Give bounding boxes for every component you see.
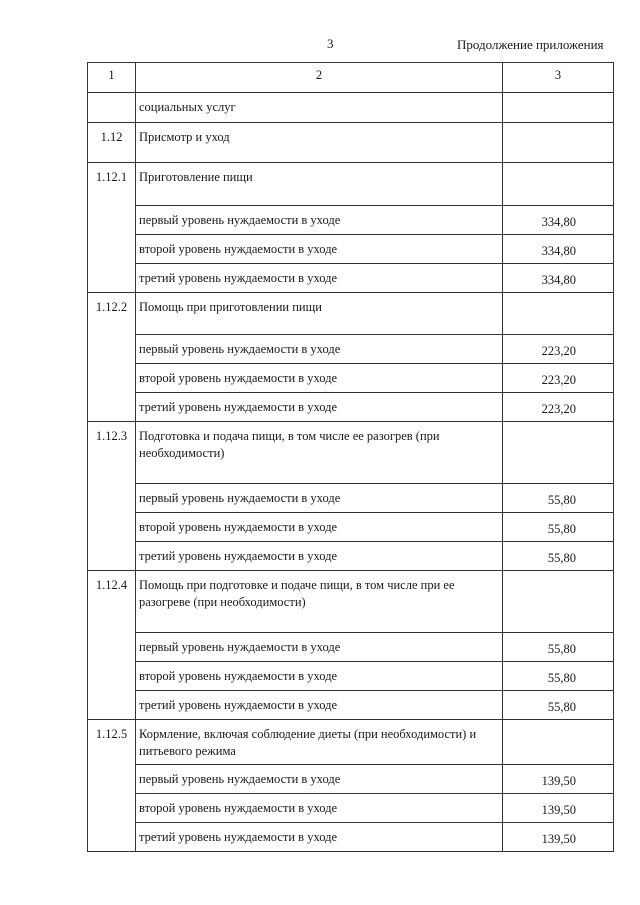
service-name: третий уровень нуждаемости в уходе — [136, 264, 503, 293]
table-row — [88, 720, 614, 765]
table-row — [88, 163, 614, 206]
table-row — [88, 765, 614, 794]
row-number: 1.12.5 — [88, 720, 136, 852]
service-price: 334,80 — [503, 206, 614, 235]
table-row — [88, 264, 614, 293]
service-price — [503, 571, 614, 633]
table-row — [88, 513, 614, 542]
column-header-1: 1 — [88, 63, 136, 93]
service-price: 55,80 — [503, 484, 614, 513]
table-row — [88, 206, 614, 235]
service-name: третий уровень нуждаемости в уходе — [136, 393, 503, 422]
service-name: первый уровень нуждаемости в уходе — [136, 765, 503, 794]
services-table — [87, 62, 614, 852]
service-name: Подготовка и подача пищи, в том числе ее разогрев (при необходимости) — [136, 422, 503, 484]
table-row — [88, 235, 614, 264]
table-body — [88, 63, 614, 852]
service-name: второй уровень нуждаемости в уходе — [136, 794, 503, 823]
service-name: Кормление, включая соблюдение диеты (при необходимости) и питьевого режима — [136, 720, 503, 765]
table-row — [88, 123, 614, 163]
service-name: третий уровень нуждаемости в уходе — [136, 823, 503, 852]
service-name: второй уровень нуждаемости в уходе — [136, 235, 503, 264]
service-price: 223,20 — [503, 364, 614, 393]
service-price — [503, 93, 614, 123]
service-price — [503, 163, 614, 206]
row-number: 1.12.1 — [88, 163, 136, 293]
row-number: 1.12.3 — [88, 422, 136, 571]
service-name: Помощь при подготовке и подаче пищи, в том числе при ее разогреве (при необходимости) — [136, 571, 503, 633]
row-number: 1.12 — [88, 123, 136, 163]
table-row — [88, 422, 614, 484]
page-number: 3 — [327, 36, 334, 51]
table-row — [88, 93, 614, 123]
table-header-row — [88, 63, 614, 93]
service-name: Помощь при приготовлении пищи — [136, 293, 503, 335]
table-row — [88, 364, 614, 393]
table-row — [88, 335, 614, 364]
row-number: 1.12.4 — [88, 571, 136, 720]
service-price: 334,80 — [503, 264, 614, 293]
service-price — [503, 422, 614, 484]
service-price: 139,50 — [503, 823, 614, 852]
service-name: первый уровень нуждаемости в уходе — [136, 633, 503, 662]
row-number — [88, 93, 136, 123]
service-name: первый уровень нуждаемости в уходе — [136, 484, 503, 513]
service-price: 139,50 — [503, 794, 614, 823]
table-row — [88, 542, 614, 571]
service-name: Присмотр и уход — [136, 123, 503, 163]
service-price — [503, 720, 614, 765]
service-price: 55,80 — [503, 691, 614, 720]
service-name: первый уровень нуждаемости в уходе — [136, 206, 503, 235]
service-name: второй уровень нуждаемости в уходе — [136, 513, 503, 542]
service-price: 55,80 — [503, 542, 614, 571]
table-row — [88, 293, 614, 335]
column-header-2: 2 — [136, 63, 503, 93]
table-row — [88, 393, 614, 422]
column-header-3: 3 — [503, 63, 614, 93]
table-row — [88, 633, 614, 662]
service-name: социальных услуг — [136, 93, 503, 123]
service-name: второй уровень нуждаемости в уходе — [136, 364, 503, 393]
table-row — [88, 794, 614, 823]
service-name: третий уровень нуждаемости в уходе — [136, 691, 503, 720]
service-price: 223,20 — [503, 335, 614, 364]
table-row — [88, 823, 614, 852]
service-price — [503, 123, 614, 163]
service-name: Приготовление пищи — [136, 163, 503, 206]
service-price: 55,80 — [503, 662, 614, 691]
table-row — [88, 662, 614, 691]
row-number: 1.12.2 — [88, 293, 136, 422]
service-price: 334,80 — [503, 235, 614, 264]
table-row — [88, 691, 614, 720]
service-name: второй уровень нуждаемости в уходе — [136, 662, 503, 691]
continuation-label: Продолжение приложения — [457, 37, 604, 52]
service-price: 139,50 — [503, 765, 614, 794]
service-price: 55,80 — [503, 513, 614, 542]
table-row — [88, 571, 614, 633]
service-price: 223,20 — [503, 393, 614, 422]
service-name: первый уровень нуждаемости в уходе — [136, 335, 503, 364]
service-price: 55,80 — [503, 633, 614, 662]
service-price — [503, 293, 614, 335]
service-name: третий уровень нуждаемости в уходе — [136, 542, 503, 571]
table-row — [88, 484, 614, 513]
